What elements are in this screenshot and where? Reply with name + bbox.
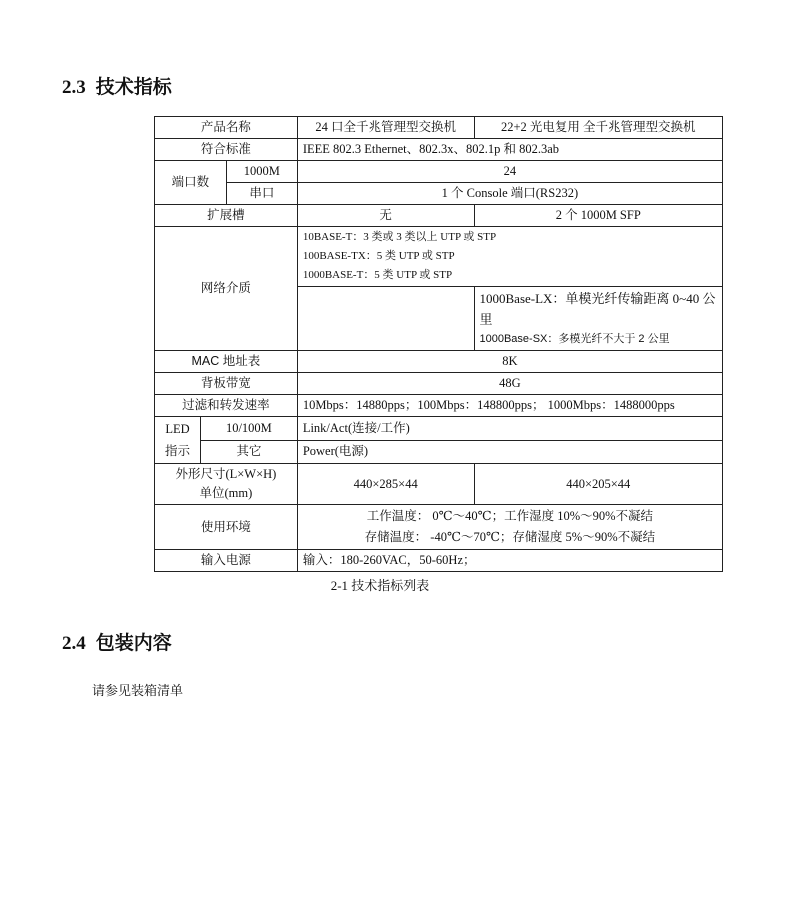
section-title: 包装内容 xyxy=(95,633,172,654)
media-sx: 1000Base-SX：多模光纤不大于 2 公里 xyxy=(479,333,670,345)
table-row xyxy=(155,183,723,205)
ports-1000m-label: 1000M xyxy=(226,161,297,183)
section-heading-2-4 xyxy=(62,628,172,655)
media-copper-list xyxy=(297,227,722,287)
backplane-label: 背板带宽 xyxy=(155,373,298,395)
table-row xyxy=(155,464,723,505)
standard-label: 符合标准 xyxy=(155,139,298,161)
table-caption: 2-1 技术指标列表 xyxy=(330,578,430,593)
product-name-label: 产品名称 xyxy=(155,117,298,139)
led-label xyxy=(155,417,201,464)
standard-value: IEEE 802.3 Ethernet、802.3x、802.1p 和 802.3ab xyxy=(297,139,722,161)
media-lx: 1000Base-LX：单模光纤传输距离 0~40 公里 xyxy=(479,291,716,327)
environment-line: 存储温度： -40℃～70℃；存储湿度 5%～90%不凝结 xyxy=(364,530,656,544)
table-row xyxy=(155,351,723,373)
power-value: 输入：180-260VAC，50-60Hz； xyxy=(297,550,722,572)
mac-label: MAC 地址表 xyxy=(155,351,298,373)
led-label-line: 指示 xyxy=(164,444,190,458)
media-line: 100BASE-TX：5 类 UTP 或 STP xyxy=(302,250,455,262)
dimension-value-a: 440×285×44 xyxy=(297,464,474,505)
filter-label: 过滤和转发速率 xyxy=(155,395,298,417)
backplane-value: 48G xyxy=(297,373,722,395)
table-row xyxy=(155,227,723,287)
mac-value: 8K xyxy=(297,351,722,373)
section-number: 2.4 xyxy=(62,633,86,654)
media-empty-cell xyxy=(297,287,474,351)
slot-value-a: 无 xyxy=(297,205,474,227)
table-row xyxy=(155,373,723,395)
table-row xyxy=(155,139,723,161)
led-2-value: Power(电源) xyxy=(297,440,722,464)
slot-label: 扩展槽 xyxy=(155,205,298,227)
filter-value: 10Mbps：14880pps；100Mbps：148800pps； 1000Mbps：1488000pps xyxy=(297,395,722,417)
table-row xyxy=(155,161,723,183)
section-number: 2.3 xyxy=(62,77,86,98)
led-1-label: 10/100M xyxy=(200,417,297,441)
table-row xyxy=(155,550,723,572)
spec-table xyxy=(154,116,723,572)
section-heading-2-3 xyxy=(62,72,172,99)
ports-1000m-value: 24 xyxy=(297,161,722,183)
product-a-name: 24 口全千兆管理型交换机 xyxy=(297,117,474,139)
dimension-value-b: 440×205×44 xyxy=(474,464,723,505)
media-line: 10BASE-T：3 类或 3 类以上 UTP 或 STP xyxy=(302,231,497,243)
slot-value-b: 2 个 1000M SFP xyxy=(474,205,723,227)
packing-text: 请参见装箱清单 xyxy=(92,683,184,698)
table-row xyxy=(155,395,723,417)
environment-line: 工作温度： 0℃～40℃；工作湿度 10%～90%不凝结 xyxy=(366,509,654,523)
media-line: 1000BASE-T：5 类 UTP 或 STP xyxy=(302,269,453,281)
led-2-label: 其它 xyxy=(200,440,297,464)
media-label: 网络介质 xyxy=(155,227,298,351)
led-1-value: Link/Act(连接/工作) xyxy=(297,417,722,441)
dimension-label-line: 单位(mm) xyxy=(199,486,253,500)
table-row xyxy=(155,440,723,464)
dimension-label-line: 外形尺寸(L×W×H) xyxy=(175,467,277,481)
environment-label: 使用环境 xyxy=(155,505,298,550)
table-row xyxy=(155,205,723,227)
section-title: 技术指标 xyxy=(95,77,172,98)
power-label: 输入电源 xyxy=(155,550,298,572)
table-row xyxy=(155,417,723,441)
ports-serial-value: 1 个 Console 端口(RS232) xyxy=(297,183,722,205)
ports-serial-label: 串口 xyxy=(226,183,297,205)
ports-label: 端口数 xyxy=(155,161,227,205)
product-b-name: 22+2 光电复用 全千兆管理型交换机 xyxy=(474,117,723,139)
dimension-label xyxy=(155,464,298,505)
environment-value xyxy=(297,505,722,550)
table-row xyxy=(155,505,723,550)
media-fiber-cell xyxy=(474,287,723,351)
table-row xyxy=(155,117,723,139)
led-label-line: LED xyxy=(165,422,190,436)
